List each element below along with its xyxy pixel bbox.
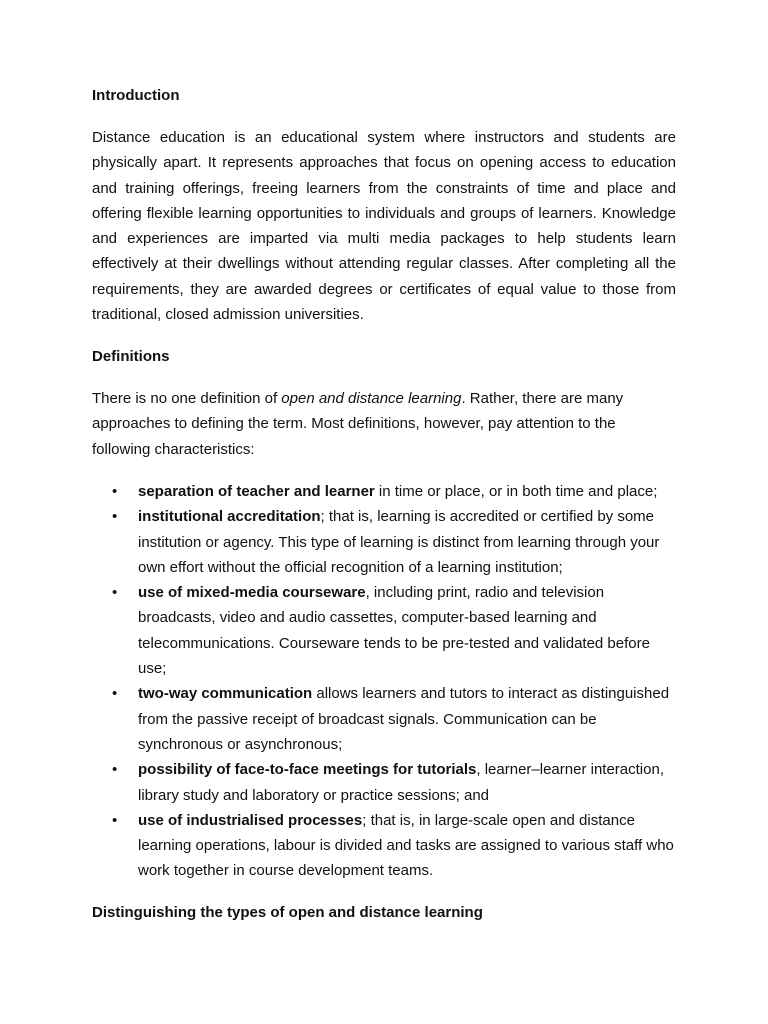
bullet-icon: •: [112, 584, 118, 602]
list-item: [92, 580, 682, 681]
list-item-term: separation of teacher and learner: [138, 483, 375, 500]
definitions-paragraph: [92, 386, 676, 462]
introduction-paragraph: Distance education is an educational system where instructors and students are physically apart. It represents approaches that focus on opening access to education and training offerings, freeing learners from the constraints of time and place and offering flexible learning opportunities to individuals and groups of learners. Knowledge and experiences are imparted via multi media packages to help students learn effectively at their dwellings without attending regular classes. After completing all the requirements, they are awarded degrees or certificates of equal value to those from traditional, closed admission universities.: [92, 129, 676, 324]
list-item-text: allows learners and tutors to interact as distinguished from the passive receipt of broadcast signals. Communication can be synchronous or asynchronous;: [138, 685, 670, 753]
list-item-term: use of industrialised processes: [138, 811, 363, 829]
bullet-icon: •: [112, 761, 118, 779]
bullet-icon: •: [112, 811, 118, 829]
characteristics-list: [92, 479, 682, 884]
list-item: [92, 479, 682, 504]
definitions-text-start: There is no one definition of: [92, 390, 282, 407]
bullet-icon: •: [112, 685, 118, 703]
list-item-term: use of mixed-media courseware: [138, 584, 366, 602]
list-item: [92, 808, 682, 884]
bullet-icon: •: [112, 508, 118, 526]
list-item-term: institutional accreditation: [138, 508, 321, 526]
list-item: [92, 681, 682, 757]
definitions-text-end: . Rather, there are many approaches to defining the term. Most definitions, however, pay attention to the following characteristics:: [92, 390, 624, 458]
list-item-text: , learner–learner interaction, library study and laboratory or practice sessions; and: [138, 761, 664, 804]
list-item-text: ; that is, in large-scale open and distance learning operations, labour is divided and tasks are assigned to various staff who work together in course development teams.: [138, 811, 674, 880]
list-item-term: two-way communication: [138, 685, 313, 703]
list-item: [92, 757, 682, 808]
distinguishing-types-heading: Distinguishing the types of open and distance learning: [92, 904, 483, 921]
definitions-heading: Definitions: [92, 348, 170, 365]
bullet-icon: •: [112, 483, 118, 500]
list-item-text: , including print, radio and television broadcasts, video and audio cassettes, computer-based learning and telecommunications. Courseware tends to be pre-tested and validated before use;: [138, 584, 650, 678]
list-item-text: in time or place, or in both time and place;: [374, 483, 658, 500]
list-item: [92, 504, 682, 580]
list-item-text: ; that is, learning is accredited or certified by some institution or agency. This type of learning is distinct from learning through your own effort without the official recognition of a learning institution;: [138, 508, 660, 576]
introduction-heading: Introduction: [92, 87, 180, 104]
list-item-term: possibility of face-to-face meetings for tutorials: [138, 761, 477, 779]
definitions-term: open and distance learning: [281, 390, 462, 407]
